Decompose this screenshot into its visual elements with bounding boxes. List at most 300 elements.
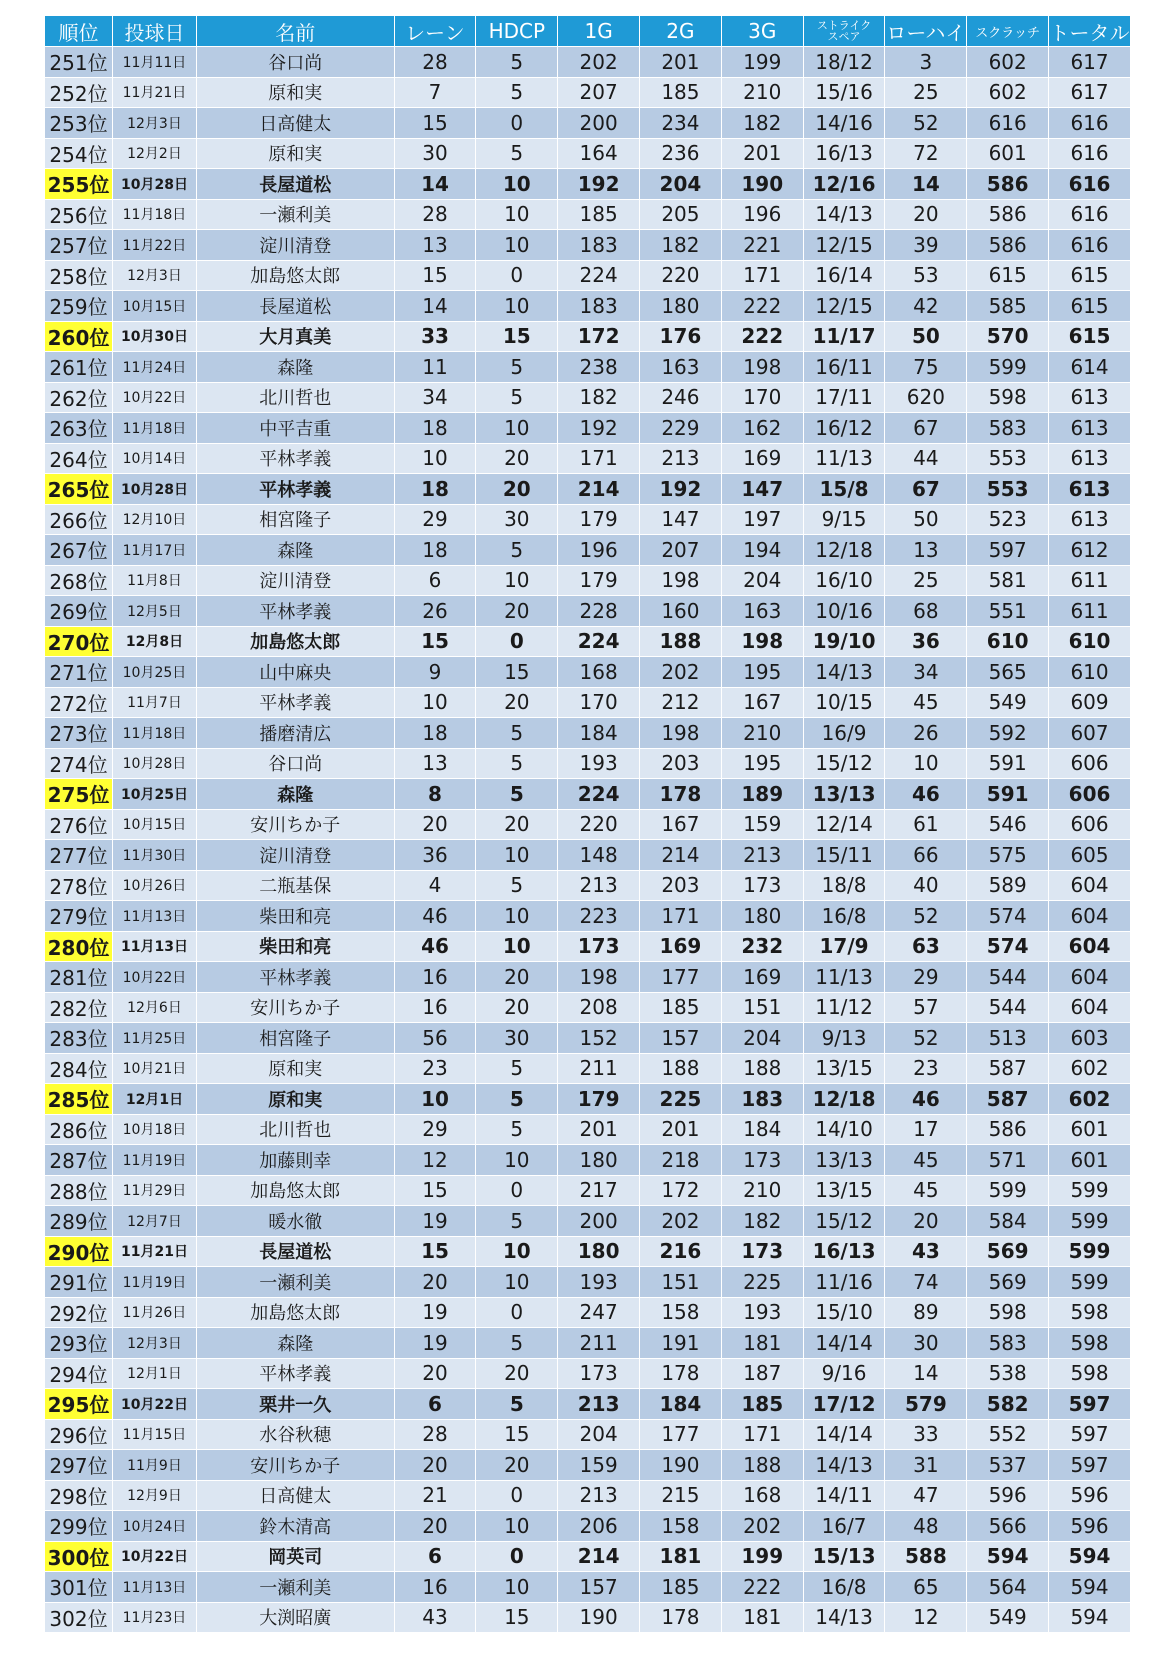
- hdcp-cell: 10: [476, 413, 558, 444]
- hdcp-cell: 30: [476, 1023, 558, 1054]
- table-row: [45, 1206, 1131, 1237]
- lane-cell: 21: [394, 1480, 476, 1511]
- strike-spare-cell: 11/13: [803, 443, 885, 474]
- strike-spare-cell: 14/13: [803, 1450, 885, 1481]
- lowhigh-cell: 66: [885, 840, 967, 871]
- lane-cell: 10: [394, 443, 476, 474]
- hdcp-cell: 20: [476, 596, 558, 627]
- total-cell: 615: [1049, 321, 1131, 352]
- game2-cell: 234: [640, 108, 722, 139]
- table-row: [45, 1053, 1131, 1084]
- header-name: 名前: [196, 16, 394, 47]
- game1-cell: 202: [558, 47, 640, 78]
- lowhigh-cell: 63: [885, 931, 967, 962]
- lowhigh-cell: 53: [885, 260, 967, 291]
- lane-cell: 56: [394, 1023, 476, 1054]
- header-total: トータル: [1049, 16, 1131, 47]
- lane-cell: 19: [394, 1297, 476, 1328]
- strike-spare-cell: 13/15: [803, 1175, 885, 1206]
- strike-spare-cell: 17/12: [803, 1389, 885, 1420]
- game2-cell: 220: [640, 260, 722, 291]
- game2-cell: 176: [640, 321, 722, 352]
- total-cell: 611: [1049, 565, 1131, 596]
- date-cell: 11月13日: [113, 1572, 197, 1603]
- name-cell: 一瀬利美: [196, 1267, 394, 1298]
- total-cell: 601: [1049, 1145, 1131, 1176]
- hdcp-cell: 5: [476, 1084, 558, 1115]
- game3-cell: 201: [721, 138, 803, 169]
- date-cell: 10月28日: [113, 169, 197, 200]
- date-cell: 11月21日: [113, 77, 197, 108]
- scratch-cell: 571: [967, 1145, 1049, 1176]
- strike-spare-cell: 18/12: [803, 47, 885, 78]
- lane-cell: 34: [394, 382, 476, 413]
- scratch-cell: 552: [967, 1419, 1049, 1450]
- game1-cell: 179: [558, 565, 640, 596]
- hdcp-cell: 30: [476, 504, 558, 535]
- hdcp-cell: 5: [476, 718, 558, 749]
- lowhigh-cell: 588: [885, 1541, 967, 1572]
- table-row: [45, 1419, 1131, 1450]
- lane-cell: 43: [394, 1602, 476, 1633]
- game3-cell: 221: [721, 230, 803, 261]
- rank-cell: 295位: [45, 1389, 113, 1420]
- hdcp-cell: 10: [476, 1236, 558, 1267]
- lane-cell: 16: [394, 992, 476, 1023]
- game3-cell: 222: [721, 1572, 803, 1603]
- name-cell: 平林孝義: [196, 962, 394, 993]
- strike-spare-cell: 19/10: [803, 626, 885, 657]
- name-cell: 加島悠太郎: [196, 626, 394, 657]
- strike-spare-cell: 16/13: [803, 1236, 885, 1267]
- lowhigh-cell: 52: [885, 1023, 967, 1054]
- date-cell: 11月29日: [113, 1175, 197, 1206]
- lane-cell: 20: [394, 1267, 476, 1298]
- game3-cell: 183: [721, 1084, 803, 1115]
- table-row: [45, 382, 1131, 413]
- date-cell: 11月13日: [113, 901, 197, 932]
- game1-cell: 214: [558, 1541, 640, 1572]
- date-cell: 10月15日: [113, 291, 197, 322]
- strike-spare-cell: 15/12: [803, 1206, 885, 1237]
- strike-spare-cell: 11/17: [803, 321, 885, 352]
- game1-cell: 213: [558, 1389, 640, 1420]
- rank-cell: 268位: [45, 565, 113, 596]
- lowhigh-cell: 31: [885, 1450, 967, 1481]
- total-cell: 615: [1049, 260, 1131, 291]
- strike-spare-cell: 9/13: [803, 1023, 885, 1054]
- strike-spare-cell: 13/13: [803, 779, 885, 810]
- table-row: [45, 260, 1131, 291]
- date-cell: 10月30日: [113, 321, 197, 352]
- rank-cell: 298位: [45, 1480, 113, 1511]
- table-row: [45, 1297, 1131, 1328]
- date-cell: 10月21日: [113, 1053, 197, 1084]
- game1-cell: 183: [558, 291, 640, 322]
- scratch-cell: 553: [967, 443, 1049, 474]
- game2-cell: 191: [640, 1328, 722, 1359]
- rank-cell: 276位: [45, 809, 113, 840]
- hdcp-cell: 10: [476, 291, 558, 322]
- scratch-cell: 575: [967, 840, 1049, 871]
- lane-cell: 13: [394, 748, 476, 779]
- scratch-cell: 574: [967, 901, 1049, 932]
- total-cell: 604: [1049, 901, 1131, 932]
- hdcp-cell: 20: [476, 809, 558, 840]
- name-cell: 水谷秋穂: [196, 1419, 394, 1450]
- strike-spare-cell: 14/14: [803, 1328, 885, 1359]
- lowhigh-cell: 57: [885, 992, 967, 1023]
- date-cell: 11月26日: [113, 1297, 197, 1328]
- table-row: [45, 779, 1131, 810]
- game1-cell: 157: [558, 1572, 640, 1603]
- scratch-cell: 551: [967, 596, 1049, 627]
- game1-cell: 159: [558, 1450, 640, 1481]
- lane-cell: 15: [394, 626, 476, 657]
- total-cell: 597: [1049, 1450, 1131, 1481]
- hdcp-cell: 5: [476, 870, 558, 901]
- lane-cell: 15: [394, 1236, 476, 1267]
- lowhigh-cell: 29: [885, 962, 967, 993]
- name-cell: 柴田和亮: [196, 901, 394, 932]
- scratch-cell: 591: [967, 748, 1049, 779]
- lowhigh-cell: 579: [885, 1389, 967, 1420]
- lowhigh-cell: 25: [885, 565, 967, 596]
- table-row: [45, 1114, 1131, 1145]
- header-rank: 順位: [45, 16, 113, 47]
- game2-cell: 188: [640, 1053, 722, 1084]
- rank-cell: 265位: [45, 474, 113, 505]
- game1-cell: 184: [558, 718, 640, 749]
- table-row: [45, 169, 1131, 200]
- rank-cell: 257位: [45, 230, 113, 261]
- strike-spare-cell: 14/13: [803, 657, 885, 688]
- total-cell: 616: [1049, 230, 1131, 261]
- scratch-cell: 598: [967, 382, 1049, 413]
- total-cell: 598: [1049, 1358, 1131, 1389]
- scratch-cell: 594: [967, 1541, 1049, 1572]
- name-cell: 原和実: [196, 1084, 394, 1115]
- scratch-cell: 549: [967, 1602, 1049, 1633]
- lowhigh-cell: 12: [885, 1602, 967, 1633]
- game3-cell: 173: [721, 1145, 803, 1176]
- lowhigh-cell: 40: [885, 870, 967, 901]
- strike-spare-cell: 16/8: [803, 901, 885, 932]
- total-cell: 616: [1049, 138, 1131, 169]
- total-cell: 597: [1049, 1419, 1131, 1450]
- date-cell: 11月11日: [113, 47, 197, 78]
- date-cell: 12月1日: [113, 1084, 197, 1115]
- header-game2: 2G: [640, 16, 722, 47]
- rank-cell: 286位: [45, 1114, 113, 1145]
- rank-cell: 271位: [45, 657, 113, 688]
- date-cell: 10月25日: [113, 657, 197, 688]
- hdcp-cell: 0: [476, 1480, 558, 1511]
- name-cell: 北川哲也: [196, 382, 394, 413]
- game1-cell: 148: [558, 840, 640, 871]
- lowhigh-cell: 620: [885, 382, 967, 413]
- hdcp-cell: 5: [476, 47, 558, 78]
- lowhigh-cell: 52: [885, 901, 967, 932]
- lane-cell: 11: [394, 352, 476, 383]
- scratch-cell: 616: [967, 108, 1049, 139]
- date-cell: 12月6日: [113, 992, 197, 1023]
- hdcp-cell: 10: [476, 1511, 558, 1542]
- lane-cell: 28: [394, 47, 476, 78]
- name-cell: 淀川清登: [196, 565, 394, 596]
- lowhigh-cell: 47: [885, 1480, 967, 1511]
- strike-spare-cell: 16/11: [803, 352, 885, 383]
- rank-cell: 299位: [45, 1511, 113, 1542]
- rank-cell: 285位: [45, 1084, 113, 1115]
- table-row: [45, 504, 1131, 535]
- game2-cell: 171: [640, 901, 722, 932]
- rank-cell: 272位: [45, 687, 113, 718]
- strike-spare-cell: 12/18: [803, 535, 885, 566]
- game2-cell: 203: [640, 748, 722, 779]
- lowhigh-cell: 45: [885, 687, 967, 718]
- game3-cell: 199: [721, 1541, 803, 1572]
- table-row: [45, 1450, 1131, 1481]
- date-cell: 10月18日: [113, 1114, 197, 1145]
- scratch-cell: 584: [967, 1206, 1049, 1237]
- date-cell: 12月3日: [113, 108, 197, 139]
- table-row: [45, 992, 1131, 1023]
- lowhigh-cell: 67: [885, 413, 967, 444]
- strike-spare-cell: 16/7: [803, 1511, 885, 1542]
- game3-cell: 187: [721, 1358, 803, 1389]
- table-row: [45, 1480, 1131, 1511]
- total-cell: 616: [1049, 169, 1131, 200]
- ranking-table: [44, 15, 1131, 1633]
- game3-cell: 163: [721, 596, 803, 627]
- game2-cell: 147: [640, 504, 722, 535]
- rank-cell: 300位: [45, 1541, 113, 1572]
- lane-cell: 20: [394, 1450, 476, 1481]
- lane-cell: 26: [394, 596, 476, 627]
- table-body: [45, 47, 1131, 1633]
- name-cell: 淀川清登: [196, 840, 394, 871]
- strike-spare-cell: 13/13: [803, 1145, 885, 1176]
- name-cell: 平林孝義: [196, 1358, 394, 1389]
- lowhigh-cell: 20: [885, 199, 967, 230]
- name-cell: 加島悠太郎: [196, 1175, 394, 1206]
- name-cell: 栗井一久: [196, 1389, 394, 1420]
- scratch-cell: 586: [967, 230, 1049, 261]
- lowhigh-cell: 44: [885, 443, 967, 474]
- game3-cell: 210: [721, 718, 803, 749]
- lowhigh-cell: 52: [885, 108, 967, 139]
- lane-cell: 29: [394, 504, 476, 535]
- header-strike-spare: [803, 16, 885, 47]
- total-cell: 596: [1049, 1511, 1131, 1542]
- hdcp-cell: 5: [476, 1328, 558, 1359]
- game2-cell: 185: [640, 77, 722, 108]
- total-cell: 612: [1049, 535, 1131, 566]
- game1-cell: 214: [558, 474, 640, 505]
- total-cell: 602: [1049, 1053, 1131, 1084]
- name-cell: 岡英司: [196, 1541, 394, 1572]
- table-row: [45, 870, 1131, 901]
- lowhigh-cell: 10: [885, 748, 967, 779]
- total-cell: 617: [1049, 77, 1131, 108]
- scratch-cell: 598: [967, 1297, 1049, 1328]
- game1-cell: 192: [558, 169, 640, 200]
- scratch-cell: 589: [967, 870, 1049, 901]
- hdcp-cell: 10: [476, 840, 558, 871]
- lane-cell: 15: [394, 260, 476, 291]
- hdcp-cell: 15: [476, 1602, 558, 1633]
- rank-cell: 296位: [45, 1419, 113, 1450]
- lane-cell: 18: [394, 413, 476, 444]
- game2-cell: 184: [640, 1389, 722, 1420]
- name-cell: 日高健太: [196, 108, 394, 139]
- date-cell: 12月3日: [113, 260, 197, 291]
- hdcp-cell: 10: [476, 1145, 558, 1176]
- table-row: [45, 901, 1131, 932]
- strike-spare-cell: 12/18: [803, 1084, 885, 1115]
- hdcp-cell: 10: [476, 230, 558, 261]
- total-cell: 613: [1049, 504, 1131, 535]
- table-row: [45, 596, 1131, 627]
- game2-cell: 216: [640, 1236, 722, 1267]
- game1-cell: 217: [558, 1175, 640, 1206]
- scratch-cell: 602: [967, 47, 1049, 78]
- lane-cell: 13: [394, 230, 476, 261]
- game2-cell: 158: [640, 1511, 722, 1542]
- strike-spare-cell: 16/8: [803, 1572, 885, 1603]
- table-row: [45, 1023, 1131, 1054]
- total-cell: 604: [1049, 931, 1131, 962]
- scratch-cell: 583: [967, 1328, 1049, 1359]
- strike-spare-cell: 18/8: [803, 870, 885, 901]
- rank-cell: 263位: [45, 413, 113, 444]
- table-row: [45, 931, 1131, 962]
- game3-cell: 195: [721, 657, 803, 688]
- game3-cell: 151: [721, 992, 803, 1023]
- total-cell: 605: [1049, 840, 1131, 871]
- strike-spare-cell: 17/11: [803, 382, 885, 413]
- rank-cell: 288位: [45, 1175, 113, 1206]
- strike-spare-cell: 15/12: [803, 748, 885, 779]
- game1-cell: 206: [558, 1511, 640, 1542]
- name-cell: 森隆: [196, 535, 394, 566]
- game3-cell: 162: [721, 413, 803, 444]
- lane-cell: 16: [394, 1572, 476, 1603]
- table-row: [45, 199, 1131, 230]
- game1-cell: 180: [558, 1145, 640, 1176]
- game1-cell: 180: [558, 1236, 640, 1267]
- total-cell: 609: [1049, 687, 1131, 718]
- rank-cell: 294位: [45, 1358, 113, 1389]
- date-cell: 11月24日: [113, 352, 197, 383]
- lane-cell: 15: [394, 1175, 476, 1206]
- date-cell: 10月28日: [113, 474, 197, 505]
- total-cell: 604: [1049, 870, 1131, 901]
- rank-cell: 277位: [45, 840, 113, 871]
- total-cell: 599: [1049, 1206, 1131, 1237]
- game3-cell: 167: [721, 687, 803, 718]
- header-game1: 1G: [558, 16, 640, 47]
- strike-spare-cell: 14/16: [803, 108, 885, 139]
- game3-cell: 188: [721, 1053, 803, 1084]
- hdcp-cell: 5: [476, 352, 558, 383]
- game2-cell: 192: [640, 474, 722, 505]
- date-cell: 10月15日: [113, 809, 197, 840]
- scratch-cell: 587: [967, 1053, 1049, 1084]
- game1-cell: 196: [558, 535, 640, 566]
- rank-cell: 287位: [45, 1145, 113, 1176]
- rank-cell: 256位: [45, 199, 113, 230]
- hdcp-cell: 5: [476, 779, 558, 810]
- header-lane: レーン: [394, 16, 476, 47]
- game2-cell: 180: [640, 291, 722, 322]
- lane-cell: 7: [394, 77, 476, 108]
- scratch-cell: 569: [967, 1236, 1049, 1267]
- game3-cell: 195: [721, 748, 803, 779]
- hdcp-cell: 0: [476, 626, 558, 657]
- rank-cell: 261位: [45, 352, 113, 383]
- table-row: [45, 108, 1131, 139]
- name-cell: 平林孝義: [196, 596, 394, 627]
- game1-cell: 213: [558, 1480, 640, 1511]
- game2-cell: 202: [640, 1206, 722, 1237]
- game2-cell: 201: [640, 1114, 722, 1145]
- name-cell: 加島悠太郎: [196, 1297, 394, 1328]
- game3-cell: 185: [721, 1389, 803, 1420]
- scratch-cell: 602: [967, 77, 1049, 108]
- hdcp-cell: 0: [476, 260, 558, 291]
- table-row: [45, 718, 1131, 749]
- scratch-cell: 513: [967, 1023, 1049, 1054]
- total-cell: 603: [1049, 1023, 1131, 1054]
- game2-cell: 203: [640, 870, 722, 901]
- total-cell: 598: [1049, 1328, 1131, 1359]
- game2-cell: 215: [640, 1480, 722, 1511]
- strike-spare-cell: 14/14: [803, 1419, 885, 1450]
- date-cell: 11月19日: [113, 1145, 197, 1176]
- game1-cell: 193: [558, 1267, 640, 1298]
- total-cell: 615: [1049, 291, 1131, 322]
- date-cell: 12月8日: [113, 626, 197, 657]
- rank-cell: 264位: [45, 443, 113, 474]
- table-row: [45, 1175, 1131, 1206]
- scratch-cell: 570: [967, 321, 1049, 352]
- game3-cell: 204: [721, 1023, 803, 1054]
- scratch-cell: 553: [967, 474, 1049, 505]
- game1-cell: 207: [558, 77, 640, 108]
- total-cell: 594: [1049, 1602, 1131, 1633]
- lowhigh-cell: 13: [885, 535, 967, 566]
- hdcp-cell: 20: [476, 992, 558, 1023]
- total-cell: 614: [1049, 352, 1131, 383]
- game3-cell: 225: [721, 1267, 803, 1298]
- game3-cell: 173: [721, 1236, 803, 1267]
- name-cell: 原和実: [196, 77, 394, 108]
- game2-cell: 198: [640, 718, 722, 749]
- lane-cell: 19: [394, 1206, 476, 1237]
- lowhigh-cell: 33: [885, 1419, 967, 1450]
- date-cell: 10月26日: [113, 870, 197, 901]
- game1-cell: 170: [558, 687, 640, 718]
- name-cell: 加藤則幸: [196, 1145, 394, 1176]
- game1-cell: 204: [558, 1419, 640, 1450]
- rank-cell: 260位: [45, 321, 113, 352]
- lowhigh-cell: 14: [885, 1358, 967, 1389]
- game3-cell: 232: [721, 931, 803, 962]
- game1-cell: 179: [558, 1084, 640, 1115]
- date-cell: 12月5日: [113, 596, 197, 627]
